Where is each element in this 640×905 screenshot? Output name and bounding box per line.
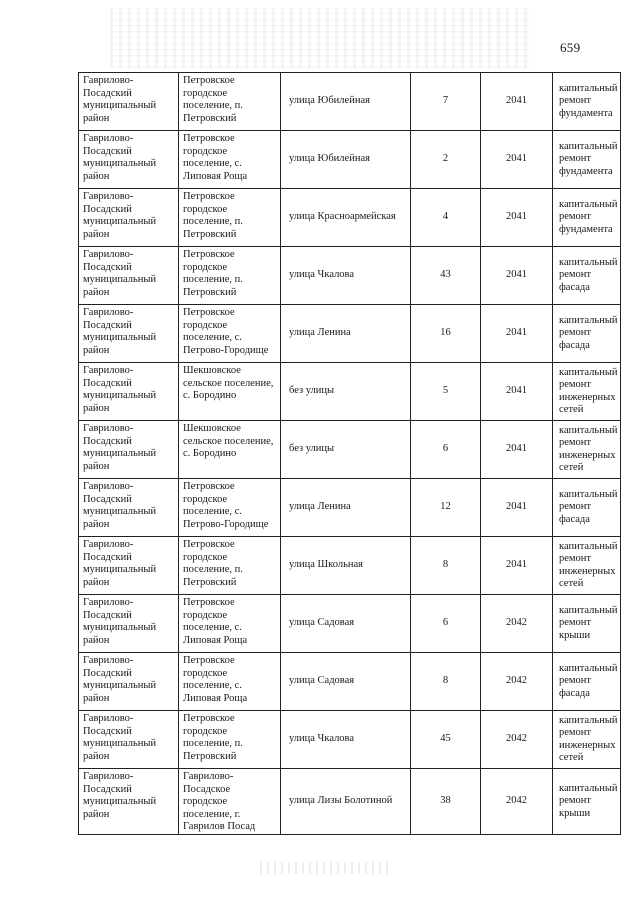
street-cell: улица Чкалова xyxy=(281,711,411,769)
street-cell: улица Юбилейная xyxy=(281,131,411,189)
district-cell: Гаврилово-Посадский муниципальный район xyxy=(79,421,179,479)
house-number-cell: 6 xyxy=(411,595,481,653)
repair-schedule-table-wrapper xyxy=(78,72,620,835)
table-row xyxy=(79,73,621,131)
table-row xyxy=(79,131,621,189)
district-cell: Гаврилово-Посадский муниципальный район xyxy=(79,595,179,653)
year-cell: 2041 xyxy=(481,537,553,595)
house-number-cell: 6 xyxy=(411,421,481,479)
settlement-cell: Петровское городское поселение, с. Липовая Роща xyxy=(179,595,281,653)
street-cell: без улицы xyxy=(281,363,411,421)
street-cell: улица Ленина xyxy=(281,305,411,363)
table-row xyxy=(79,247,621,305)
settlement-cell: Петровское городское поселение, с. Липовая Роща xyxy=(179,131,281,189)
district-cell: Гаврилово-Посадский муниципальный район xyxy=(79,131,179,189)
settlement-cell: Петровское городское поселение, с. Липовая Роща xyxy=(179,653,281,711)
work-type-cell: капитальный ремонт фундамента xyxy=(553,73,621,131)
district-cell: Гаврилово-Посадский муниципальный район xyxy=(79,479,179,537)
page-number: 659 xyxy=(560,40,581,55)
settlement-cell: Шекшовское сельское поселение, с. Бородино xyxy=(179,421,281,479)
settlement-cell: Гаврилово-Посадское городское поселение, г. Гаврилов Посад xyxy=(179,769,281,835)
settlement-cell: Шекшовское сельское поселение, с. Бородино xyxy=(179,363,281,421)
district-cell: Гаврилово-Посадский муниципальный район xyxy=(79,537,179,595)
settlement-cell: Петровское городское поселение, с. Петрово-Городище xyxy=(179,305,281,363)
work-type-cell: капитальный ремонт крыши xyxy=(553,769,621,835)
settlement-cell: Петровское городское поселение, п. Петровский xyxy=(179,711,281,769)
district-cell: Гаврилово-Посадский муниципальный район xyxy=(79,363,179,421)
house-number-cell: 8 xyxy=(411,537,481,595)
settlement-cell: Петровское городское поселение, с. Петрово-Городище xyxy=(179,479,281,537)
work-type-cell: капитальный ремонт инженерных сетей xyxy=(553,421,621,479)
street-cell: улица Юбилейная xyxy=(281,73,411,131)
street-cell: улица Ленина xyxy=(281,479,411,537)
year-cell: 2041 xyxy=(481,479,553,537)
table-row xyxy=(79,479,621,537)
street-cell: улица Садовая xyxy=(281,595,411,653)
district-cell: Гаврилово-Посадский муниципальный район xyxy=(79,73,179,131)
scan-artifact-bottom xyxy=(260,862,390,874)
district-cell: Гаврилово-Посадский муниципальный район xyxy=(79,769,179,835)
work-type-cell: капитальный ремонт фасада xyxy=(553,653,621,711)
table-row xyxy=(79,305,621,363)
street-cell: улица Лизы Болотиной xyxy=(281,769,411,835)
table-row xyxy=(79,363,621,421)
settlement-cell: Петровское городское поселение, п. Петровский xyxy=(179,73,281,131)
year-cell: 2041 xyxy=(481,305,553,363)
settlement-cell: Петровское городское поселение, п. Петровский xyxy=(179,247,281,305)
year-cell: 2042 xyxy=(481,711,553,769)
work-type-cell: капитальный ремонт инженерных сетей xyxy=(553,537,621,595)
house-number-cell: 38 xyxy=(411,769,481,835)
house-number-cell: 4 xyxy=(411,189,481,247)
year-cell: 2041 xyxy=(481,421,553,479)
district-cell: Гаврилово-Посадский муниципальный район xyxy=(79,189,179,247)
house-number-cell: 16 xyxy=(411,305,481,363)
street-cell: улица Садовая xyxy=(281,653,411,711)
table-row xyxy=(79,711,621,769)
settlement-cell: Петровское городское поселение, п. Петровский xyxy=(179,189,281,247)
year-cell: 2041 xyxy=(481,73,553,131)
district-cell: Гаврилово-Посадский муниципальный район xyxy=(79,305,179,363)
year-cell: 2041 xyxy=(481,189,553,247)
work-type-cell: капитальный ремонт инженерных сетей xyxy=(553,711,621,769)
house-number-cell: 45 xyxy=(411,711,481,769)
work-type-cell: капитальный ремонт фундамента xyxy=(553,189,621,247)
table-body xyxy=(79,73,621,835)
work-type-cell: капитальный ремонт фасада xyxy=(553,305,621,363)
year-cell: 2042 xyxy=(481,653,553,711)
street-cell: улица Красноармейская xyxy=(281,189,411,247)
work-type-cell: капитальный ремонт фасада xyxy=(553,479,621,537)
house-number-cell: 43 xyxy=(411,247,481,305)
work-type-cell: капитальный ремонт инженерных сетей xyxy=(553,363,621,421)
district-cell: Гаврилово-Посадский муниципальный район xyxy=(79,247,179,305)
table-row xyxy=(79,189,621,247)
house-number-cell: 8 xyxy=(411,653,481,711)
house-number-cell: 12 xyxy=(411,479,481,537)
street-cell: улица Чкалова xyxy=(281,247,411,305)
work-type-cell: капитальный ремонт крыши xyxy=(553,595,621,653)
house-number-cell: 7 xyxy=(411,73,481,131)
year-cell: 2041 xyxy=(481,131,553,189)
year-cell: 2041 xyxy=(481,363,553,421)
year-cell: 2042 xyxy=(481,595,553,653)
house-number-cell: 2 xyxy=(411,131,481,189)
year-cell: 2042 xyxy=(481,769,553,835)
table-row xyxy=(79,769,621,835)
street-cell: без улицы xyxy=(281,421,411,479)
repair-schedule-table xyxy=(78,72,621,835)
street-cell: улица Школьная xyxy=(281,537,411,595)
house-number-cell: 5 xyxy=(411,363,481,421)
scan-artifact-top xyxy=(110,8,530,68)
table-row xyxy=(79,653,621,711)
year-cell: 2041 xyxy=(481,247,553,305)
settlement-cell: Петровское городское поселение, п. Петровский xyxy=(179,537,281,595)
table-row xyxy=(79,537,621,595)
district-cell: Гаврилово-Посадский муниципальный район xyxy=(79,653,179,711)
work-type-cell: капитальный ремонт фундамента xyxy=(553,131,621,189)
table-row xyxy=(79,595,621,653)
work-type-cell: капитальный ремонт фасада xyxy=(553,247,621,305)
district-cell: Гаврилово-Посадский муниципальный район xyxy=(79,711,179,769)
table-row xyxy=(79,421,621,479)
